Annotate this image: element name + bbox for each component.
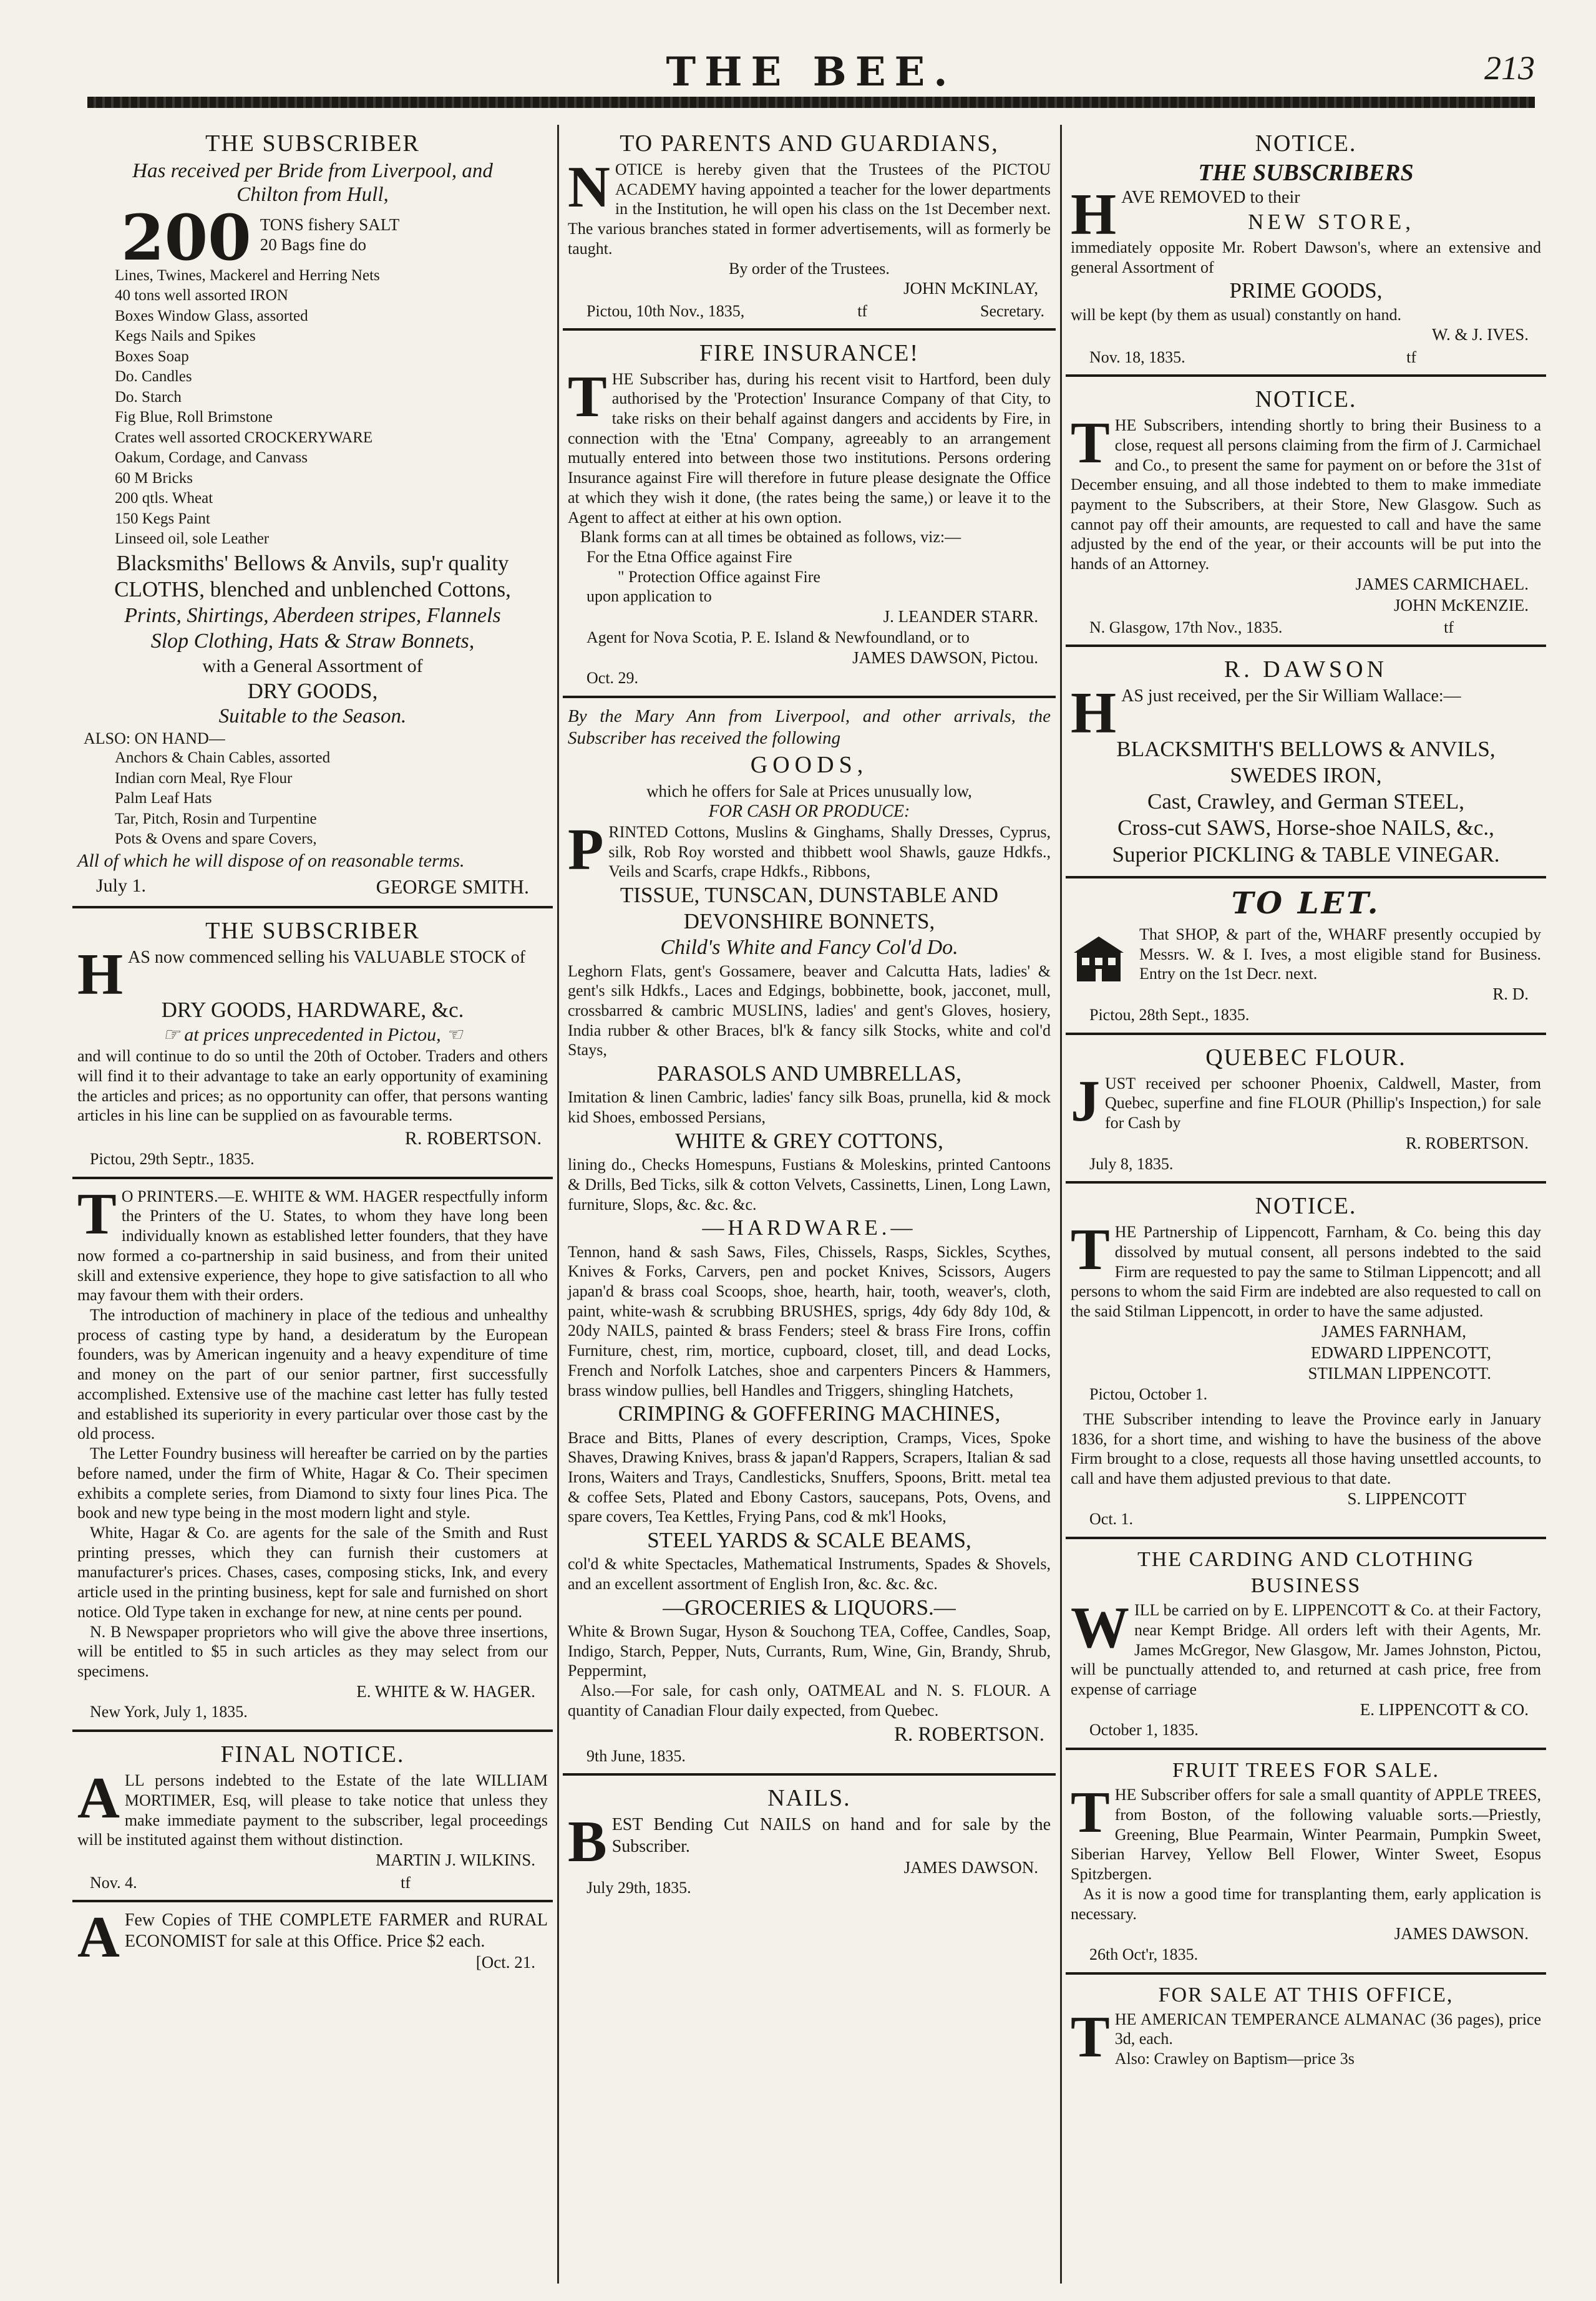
ad-signature: STILMAN LIPPENCOTT. (1308, 1364, 1491, 1383)
salt-lines (260, 210, 400, 255)
ad-signature: GEORGE SMITH. (376, 875, 529, 898)
ad-date: Nov. 18, 1835. (1089, 348, 1185, 367)
ad-subhead: BLACKSMITH'S BELLOWS & ANVILS, (1116, 736, 1496, 761)
list-item: Do. Candles (115, 368, 192, 386)
ad-carding-clothing (1066, 1543, 1546, 1750)
ad-signature: E. LIPPENCOTT & CO. (1360, 1700, 1529, 1719)
list-item: 150 Kegs Paint (115, 510, 210, 527)
ad-signature: R. ROBERTSON. (1405, 1133, 1529, 1152)
column-rule-left (557, 125, 559, 2284)
ad-text: Imitation & linen Cambric, ladies' fancy silk Boas, prunella, kid & mock kid Shoes, embossed Persians, (568, 1088, 1051, 1127)
ad-line (77, 1024, 548, 1046)
ad-heading: NOTICE. (1255, 1193, 1357, 1220)
ad-heading: GOODS, (750, 751, 869, 778)
ad-subhead: Cross-cut SAWS, Horse-shoe NAILS, &c., (1117, 815, 1494, 840)
dateline (568, 302, 1051, 321)
ad-text: HE Subscribers, intending shortly to bring their Business to a close, request all persons claiming from the firm of J. Carmichael and Co., to present the same for payment on or before the 31st of December ensuing, and all those indebted to them to make immediate payment to the Subscribers, at their Store, New Glasgow. Such as cannot pay off their amounts, are requested to call and have the same adjusted by the end of the year, or their accounts will be put into the hands of an Attorney. (1071, 416, 1541, 573)
ad-heading: QUEBEC FLOUR. (1205, 1044, 1406, 1071)
ad-signature: EDWARD LIPPENCOTT, (1311, 1343, 1491, 1362)
ad-date: 9th June, 1835. (586, 1746, 686, 1765)
list-item: Kegs Nails and Spikes (115, 328, 256, 345)
drop-cap: J (1071, 1068, 1100, 1134)
ad-date: Oct. 1. (1089, 1510, 1134, 1529)
list-item: Fig Blue, Roll Brimstone (115, 409, 273, 426)
ad-text: THE Subscriber intending to leave the Province early in January 1836, for a short time, and wishing to have the business of the above Firm brought to a close, requests all those having unsettled accounts, to call and have them adjusted previous to that date. (1071, 1409, 1541, 1487)
till-forbid: tf (1406, 348, 1416, 367)
ad-text: N. B Newspaper proprietors who will give the above three insertions, will be entitled to $5 in such articles as they may select from our specimens. (77, 1622, 548, 1680)
ad-date: July 29th, 1835. (586, 1879, 691, 1897)
drop-cap: A (77, 1904, 120, 1970)
column-1 (72, 125, 553, 2284)
ad-text: Brace and Bitts, Planes of every description, Cramps, Vices, Spoke Shaves, Drawing Knives, brass & japan'd Rappers, Scrapers, Italian & sad Irons, Waiters and Trays, Candlesticks, Snuffers, Spoons, Britt. metal tea & coffee Sets, Plated and Ebony Castors, saucepans, Pots, Ovens, and spare covers, Tea Kettles, Frying Pans, cod & mk'l Hooks, (568, 1428, 1051, 1526)
ad-intro: By the Mary Ann from Liverpool, and other arrivals, the Subscriber has received the following (568, 706, 1051, 749)
ad-signature: JOHN McKINLAY, (903, 278, 1038, 298)
ad-quebec-flour (1066, 1039, 1546, 1184)
ad-subheading: THE SUBSCRIBERS (1198, 160, 1414, 186)
ad-text: The introduction of machinery in place of the tedious and unhealthy process of casting type by hand, a desideratum by the European founders, was by American ingenuity and a heavy expenditure of time and money on the part of our senior partner, first successfully accomplished. Extensive use of the machine cast letter has fully tested and established its superiority in every particular over those cast by the old process. (77, 1306, 548, 1443)
ad-to-printers (72, 1183, 553, 1732)
ad-line: with a General Assortment of (202, 655, 423, 676)
ad-line: which he offers for Sale at Prices unusually low, (646, 781, 972, 800)
house-icon (1071, 934, 1127, 984)
ad-heading: THE SUBSCRIBER (205, 917, 420, 944)
item-list (77, 266, 548, 550)
list-item: Indian corn Meal, Rye Flour (115, 769, 293, 787)
ad-robertson-dry-goods (72, 912, 553, 1179)
ad-text: ILL be carried on by E. LIPPENCOTT & Co. at their Factory, near Kempt Bridge. All orders left with their Agents, Mr. James McGregor, New Glasgow, Mr. James Johnston, Pictou, will be punctually attended to, and returned at cash price, free from expense of carriage (1071, 1601, 1541, 1698)
ad-r-dawson (1066, 651, 1546, 878)
drop-cap: W (1071, 1595, 1129, 1661)
ad-signature: JAMES DAWSON. (1394, 1924, 1529, 1943)
ad-signature: JAMES CARMICHAEL. (1355, 574, 1529, 593)
ad-fruit-trees (1066, 1754, 1546, 1975)
ad-for-sale-office (1066, 1978, 1546, 2076)
ad-text: HE AMERICAN TEMPERANCE ALMANAC (36 pages), price 3d, each. (1114, 2010, 1541, 2048)
ad-ives-new-store (1066, 125, 1546, 377)
ad-date: [Oct. 21. (475, 1953, 535, 1972)
ad-text: Agent for Nova Scotia, P. E. Island & Newfoundland, or to (586, 628, 970, 646)
drop-cap: N (568, 155, 610, 220)
ad-text: Tennon, hand & sash Saws, Files, Chissels, Rasps, Sickles, Scythes, Knives & Forks, Carvers, pen and pocket Knives, Scissors, Augers japan'd & brass coal Scoops, shoe, hearth, hair, tooth, weaver's, cloth, paint, white-wash & scrubbing BRUSHES, sprigs, 4dy 6dy 8dy 10d, & 20dy NAILS, painted & brass Fenders; steel & brass Fire Irons, coffin Furniture, chest, rim, mortice, cupboard, closet, till, and dead Locks, French and Norfolk Latches, shoe and carpenters Pincers & Hammers, brass window pullies, bell Handles and Triggers, shingling Hatchets, (568, 1242, 1051, 1399)
ad-subhead: DEVONSHIRE BONNETS, (683, 909, 935, 934)
column-rule-right (1060, 125, 1062, 2284)
drop-cap: H (1071, 681, 1117, 746)
ad-line: Blacksmiths' Bellows & Anvils, sup'r quality (116, 550, 509, 575)
ad-signature: E. WHITE & W. HAGER. (356, 1681, 535, 1701)
ad-line: CLOTHS, blenched and unblenched Cottons, (114, 577, 511, 602)
ad-text: upon application to (586, 587, 712, 606)
drop-cap: T (1071, 1217, 1110, 1283)
masthead-title: THE BEE. (666, 49, 956, 95)
ad-signature: R. ROBERTSON. (404, 1128, 542, 1149)
ad-text: RINTED Cottons, Muslins & Ginghams, Shally Dresses, Cyprus, silk, Rob Roy worsted and thibbett wool Shawls, gauze Hdkfs., Veils and Scarfs, crape Hdkfs., Ribbons, (608, 822, 1051, 881)
masthead (87, 0, 1535, 94)
ad-subhead: SWEDES IRON, (1230, 762, 1382, 787)
column-3 (1066, 125, 1546, 2284)
ad-text: AVE REMOVED to their (1121, 187, 1300, 207)
ad-nails (563, 1779, 1056, 1905)
ad-robertson-goods (563, 702, 1056, 1776)
ad-line: Prints, Shirtings, Aberdeen stripes, Flannels (124, 604, 501, 628)
ad-text: HE Subscriber offers for sale a small quantity of APPLE TREES, from Boston, of the following valuable sorts.—Priestly, Greening, Blue Pearmain, Winter Pearmain, Pumpkin Sweet, Siberian Harvey, Yellow Bell Flower, Winter Sweet, Esopus Spitzbergen. (1071, 1786, 1541, 1884)
ad-text: As it is now a good time for transplanting them, early application is necessary. (1071, 1884, 1541, 1923)
ad-text: Blank forms can at all times be obtained as follows, viz:— (580, 528, 961, 547)
ad-heading: NOTICE. (1255, 386, 1357, 413)
ad-text: Also.—For sale, for cash only, OATMEAL and N. S. FLOUR. A quantity of Canadian Flour daily expected, from Quebec. (568, 1681, 1051, 1720)
dateline (1071, 348, 1541, 367)
till-forbid: tf (857, 301, 868, 320)
ad-signature: S. LIPPENCOTT (1347, 1489, 1466, 1508)
salt-line: 20 Bags fine do (260, 235, 366, 255)
ad-text: That SHOP, & part of the, WHARF presently occupied by Messrs. W. & I. Ives, a most eligible stand for Business. Entry on the 1st Decr. next. (1139, 925, 1541, 983)
ad-text: The Letter Foundry business will hereafter be carried on by the parties before named, under the firm of White, Hagar & Co. Their specimen exhibits a complete series, from Diamond to sixty four lines Pica. The book and new type being in the most modern light and style. (77, 1444, 548, 1522)
drop-cap: B (568, 1809, 607, 1875)
ad-text: will be kept (by them as usual) constantly on hand. (1071, 305, 1402, 324)
to-let-body (1071, 925, 1541, 984)
ad-date: New York, July 1, 1835. (90, 1703, 248, 1721)
salt-offer (121, 200, 548, 275)
ad-heading: FOR SALE AT THIS OFFICE, (1158, 1983, 1454, 2007)
ad-signature: JOHN McKENZIE. (1394, 595, 1529, 615)
ad-text: col'd & white Spectacles, Mathematical Instruments, Spades & Shovels, and an excellent assortment of English Iron, &c. &c. &c. (568, 1555, 1051, 1593)
ad-subhead: —GROCERIES & LIQUORS.— (663, 1595, 956, 1620)
list-item: 60 M Bricks (115, 469, 193, 487)
ad-title: Secretary. (980, 301, 1044, 320)
ad-signature: W. & J. IVES. (1431, 325, 1529, 344)
ad-line: FOR CASH OR PRODUCE: (708, 802, 910, 822)
ad-text: White & Brown Sugar, Hyson & Souchong TEA, Coffee, Candles, Soap, Indigo, Starch, Pepper, Nuts, Currants, Rum, Wine, Gin, Brandy, Shrub, Peppermint, (568, 1622, 1051, 1680)
ad-text: HE Partnership of Lippencott, Farnham, & Co. being this day dissolved by mutual consent, all persons indebted to the said Firm are requested to pay the same to Stilman Lippencott; and all persons to whom the said Firm are indebted are also requested to call on the said Stilman Lippencott, in order to have the same adjusted. (1071, 1223, 1541, 1321)
drop-cap: T (1071, 411, 1110, 476)
column-2 (563, 125, 1056, 2284)
list-item: Do. Starch (115, 388, 182, 406)
ad-text: O PRINTERS.—E. WHITE & WM. HAGER respectfully inform the Printers of the U. States, to whom they have long been individually known as established letter founders, that they have now formed a co-partnership in said business, and from their united skill and extensive experience, they hope to give satisfaction to all who may favour them with their orders. (77, 1187, 548, 1305)
ad-text: Few Copies of THE COMPLETE FARMER and RURAL ECONOMIST for sale at this Office. Price $2 each. (124, 1910, 548, 1951)
ad-fire-insurance (563, 334, 1056, 699)
list-item: Linseed oil, sole Leather (115, 530, 270, 548)
ad-date: Oct. 29. (586, 669, 639, 688)
ad-text: and will continue to do so until the 20th of October. Traders and others will find it to their advantage to take an early opportunity of examining the articles and prices; as no opportunity can offer, that persons wanting articles in his line can be supplied on as favourable terms. (77, 1047, 548, 1125)
ad-line: Slop Clothing, Hats & Straw Bonnets, (150, 630, 475, 653)
ad-complete-farmer (72, 1906, 553, 1981)
ad-heading: FIRE INSURANCE! (699, 339, 919, 366)
drop-cap: T (568, 364, 607, 429)
ad-closing: All of which he will dispose of on reasonable terms. (77, 850, 465, 871)
ad-text: AS just received, per the Sir William Wallace:— (1121, 686, 1461, 706)
dateline (77, 1874, 548, 1892)
drop-cap: A (77, 1766, 120, 1831)
ad-date: Pictou, October 1. (1089, 1385, 1208, 1404)
ad-george-smith (72, 125, 553, 908)
ad-heading: THE CARDING AND CLOTHING (1137, 1548, 1475, 1572)
drop-cap: P (568, 817, 604, 882)
ad-date: Nov. 4. (90, 1873, 137, 1892)
ad-heading: FINAL NOTICE. (220, 1741, 405, 1768)
ad-text: For the Etna Office against Fire (586, 548, 792, 566)
ad-line: PRIME GOODS, (1229, 278, 1383, 303)
ad-date: Pictou, 28th Sept., 1835. (1089, 1005, 1250, 1024)
ad-text: EST Bending Cut NAILS on hand and for sale by the Subscriber. (611, 1815, 1051, 1856)
ad-order: By order of the Trustees. (729, 259, 890, 278)
list-item: Tar, Pitch, Rosin and Turpentine (115, 810, 317, 827)
dateline (77, 875, 548, 898)
also-label: ALSO: ON HAND— (84, 729, 225, 747)
till-forbid: tf (1444, 618, 1454, 637)
ad-subhead: STEEL YARDS & SCALE BEAMS, (647, 1528, 971, 1553)
dateline (1071, 618, 1541, 637)
list-item: Boxes Window Glass, assorted (115, 307, 308, 324)
ad-text: OTICE is hereby given that the Trustees of the PICTOU ACADEMY having appointed a teacher for the lower departments in the Institution, he will open his class on the 1st December next. The various branches stated in former advertisements, will as formerly be taught. (568, 160, 1051, 258)
ad-text: lining do., Checks Homespuns, Fustians & Moleskins, printed Cantoons & Drills, Bed Ticks, silk & cotton Velvets, Cassinetts, Linen, Long Lawn, furniture, Slops, &c. &c. &c. (568, 1155, 1051, 1214)
ad-subhead: TISSUE, TUNSCAN, DUNSTABLE AND (620, 882, 999, 907)
ad-signature: R. ROBERTSON. (894, 1723, 1044, 1746)
ad-date: Pictou, 29th Septr., 1835. (90, 1150, 255, 1168)
list-item: Boxes Soap (115, 348, 189, 365)
drop-cap: T (1071, 1780, 1110, 1846)
ad-carmichael-notice (1066, 381, 1546, 647)
ad-signature: JAMES DAWSON. (903, 1857, 1038, 1877)
ad-date: July 8, 1835. (1089, 1154, 1174, 1173)
drop-cap: T (1071, 2004, 1110, 2070)
ad-heading: NAILS. (767, 1785, 851, 1812)
ad-line: DRY GOODS, HARDWARE, &c. (161, 997, 464, 1022)
pointing-hand-icon: ☞ (162, 1024, 180, 1046)
ad-text: AS now commenced selling his VALUABLE STOCK of (128, 947, 526, 967)
ad-signature: MARTIN J. WILKINS. (376, 1851, 535, 1870)
list-item: Lines, Twines, Mackerel and Herring Nets (115, 266, 380, 284)
ad-intro: Chilton from Hull, (236, 183, 389, 206)
ad-line: DRY GOODS, (247, 678, 378, 703)
ad-line: Suitable to the Season. (218, 704, 407, 727)
list-item: Crates well assorted CROCKERYWARE (115, 429, 373, 446)
ad-lippencott-notice (1066, 1187, 1546, 1539)
ad-heading: NOTICE. (1255, 130, 1357, 157)
ad-text: White, Hagar & Co. are agents for the sale of the Smith and Rust printing presses, which they can furnish their customers at manufacturer's prices. Chases, cases, composing sticks, Ink, and every article used in the printing business, kept for sale and furnished on short notice. Old Type taken in exchange for new, at nine cents per pound. (77, 1523, 548, 1621)
salt-line: TONS fishery SALT (260, 215, 400, 234)
list-item: Anchors & Chain Cables, assorted (115, 749, 331, 767)
drop-cap: H (77, 941, 124, 1007)
ad-text: Leghorn Flats, gent's Gossamere, beaver and Calcutta Hats, ladies' & gent's silk Hdkfs., Laces and Edgings, bobbinette, book, jacconet, mull, crossbarred & cambric MUSLINS, ladies' and gent's Gloves, hosiery, India rubber & other Braces, bl'k & fancy silk Stocks, white and col'd Stays, (568, 961, 1051, 1059)
list-item: Pots & Ovens and spare Covers, (115, 830, 317, 848)
ad-text: Also: Crawley on Baptism—price 3s (1114, 2050, 1355, 2068)
ad-initials: R. D. (1492, 985, 1529, 1004)
to-let-heading (1071, 886, 1541, 921)
ad-heading: THE SUBSCRIBER (205, 130, 420, 157)
big-number: 200 (121, 200, 251, 275)
page-number: 213 (1484, 49, 1535, 87)
ad-heading: TO LET. (1231, 885, 1381, 921)
ad-subhead: CRIMPING & GOFFERING MACHINES, (618, 1401, 1001, 1426)
ad-text: immediately opposite Mr. Robert Dawson's, where an extensive and general Assortment of (1071, 238, 1541, 276)
drop-cap: H (1071, 182, 1117, 247)
ad-subhead: Superior PICKLING & TABLE VINEGAR. (1112, 842, 1500, 867)
ad-subhead: —HARDWARE.— (702, 1215, 917, 1240)
ad-date: October 1, 1835. (1089, 1721, 1199, 1739)
drop-cap: T (77, 1181, 117, 1247)
ad-text: UST received per schooner Phoenix, Caldwell, Master, from Quebec, superfine and fine FLOUR (Phillip's Inspection,) for sale for Cash by (1105, 1074, 1541, 1132)
ad-date: N. Glasgow, 17th Nov., 1835. (1089, 618, 1283, 637)
ad-line: NEW STORE, (1248, 209, 1414, 234)
ad-heading: TO PARENTS AND GUARDIANS, (620, 130, 999, 157)
ad-line-text: at prices unprecedented in Pictou, (184, 1024, 441, 1046)
list-item: 200 qtls. Wheat (115, 490, 213, 507)
ad-signature: JAMES DAWSON, Pictou. (852, 648, 1038, 667)
ad-heading: R. DAWSON (1224, 656, 1388, 683)
ad-date: July 1. (96, 875, 147, 896)
ad-date: Pictou, 10th Nov., 1835, (586, 301, 745, 320)
ad-signature: JAMES FARNHAM, (1321, 1321, 1466, 1341)
pointing-hand-left-icon: ☜ (445, 1024, 463, 1046)
masthead-rule (87, 97, 1535, 108)
ad-date: 26th Oct'r, 1835. (1089, 1945, 1199, 1963)
list-item: Palm Leaf Hats (115, 790, 212, 807)
ad-to-let (1066, 882, 1546, 1035)
ad-heading: FRUIT TREES FOR SALE. (1172, 1759, 1440, 1783)
ad-subhead: PARASOLS AND UMBRELLAS, (657, 1061, 961, 1086)
ad-signature: J. LEANDER STARR. (883, 607, 1038, 626)
ad-parents-guardians (563, 125, 1056, 331)
ad-final-notice (72, 1736, 553, 1902)
ad-heading: BUSINESS (1250, 1574, 1361, 1598)
ad-subhead: Cast, Crawley, and German STEEL, (1147, 789, 1464, 814)
till-forbid: tf (401, 1873, 411, 1892)
list-item: 40 tons well assorted IRON (115, 287, 288, 304)
ad-text: " Protection Office against Fire (618, 567, 820, 586)
ad-subhead: WHITE & GREY COTTONS, (675, 1128, 943, 1153)
ad-text: LL persons indebted to the Estate of the late WILLIAM MORTIMER, Esq, will please to take notice that unless they make immediate payment to the subscriber, legal proceedings will be instituted against them without distinction. (77, 1771, 548, 1849)
list-item: Oakum, Cordage, and Canvass (115, 449, 308, 467)
ad-intro: Has received per Bride from Liverpool, and (132, 160, 493, 182)
ad-text: HE Subscriber has, during his recent visit to Hartford, been duly authorised by the 'Protection' Insurance Company of that City, to take risks on their behalf against dangers and accidents by Fire, in connection with the 'Etna' Company, agreeably to an arrangement mutually entered into between those two institutions. Persons ordering Insurance against Fire will therefore in future please designate the Office at which they wish it done, (the rates being the same,) or leave it to the Agent to affect at either at his own option. (568, 369, 1051, 527)
ad-subhead: Child's White and Fancy Col'd Do. (660, 936, 958, 960)
